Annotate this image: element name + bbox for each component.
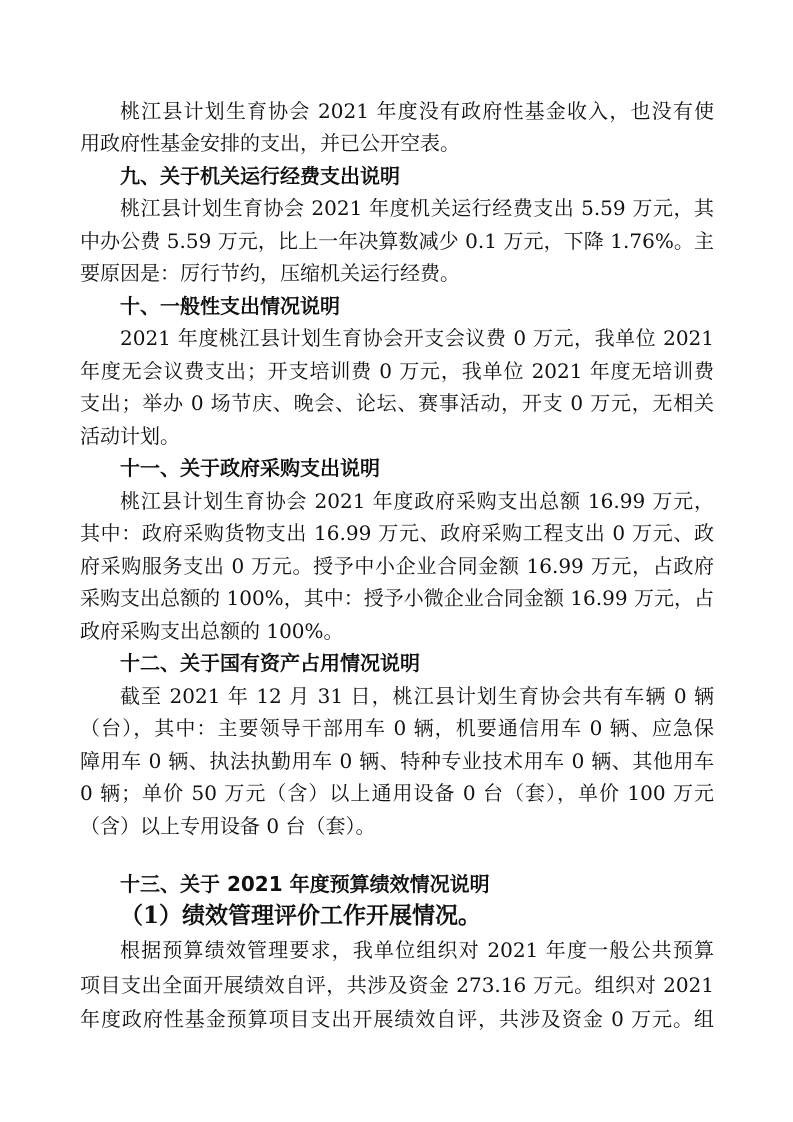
paragraph-line: 2021 年度桃江县计划生育协会开支会议费 0 万元，我单位 2021 <box>120 326 714 351</box>
paragraph-line: 府采购服务支出 0 万元。授予中小企业合同金额 16.99 万元，占政府 <box>80 553 714 578</box>
paragraph-line: 桃江县计划生育协会 2021 年度机关运行经费支出 5.59 万元，其 <box>120 196 714 221</box>
paragraph-line: （含）以上专用设备 0 台（套）。 <box>80 813 376 838</box>
paragraph-line: 桃江县计划生育协会 2021 年度政府采购支出总额 16.99 万元， <box>120 488 714 513</box>
paragraph-line: 其中：政府采购货物支出 16.99 万元、政府采购工程支出 0 万元、政 <box>80 521 714 546</box>
paragraph-line: 用政府性基金安排的支出，并已公开空表。 <box>80 131 460 156</box>
subsection-heading: （1）绩效管理评价工作开展情况。 <box>120 902 482 930</box>
paragraph-line: 支出；举办 0 场节庆、晚会、论坛、赛事活动，开支 0 万元，无相关 <box>80 391 714 416</box>
paragraph-line: 项目支出全面开展绩效自评，共涉及资金 273.16 万元。组织对 2021 <box>80 972 714 997</box>
paragraph-line: 障用车 0 辆、执法执勤用车 0 辆、特种专业技术用车 0 辆、其他用车 <box>80 748 714 773</box>
paragraph-line: （台），其中：主要领导干部用车 0 辆，机要通信用车 0 辆、应急保 <box>80 716 714 741</box>
paragraph-line: 桃江县计划生育协会 2021 年度没有政府性基金收入，也没有使 <box>120 98 714 123</box>
paragraph <box>80 933 714 1037</box>
paragraph-line: 活动计划。 <box>80 423 180 448</box>
paragraph-line: 0 辆；单价 50 万元（含）以上通用设备 0 台（套），单价 100 万元 <box>80 781 714 806</box>
section-heading: 九、关于机关运行经费支出说明 <box>120 163 400 188</box>
paragraph-line: 年度政府性基金预算项目支出开展绩效自评，共涉及资金 0 万元。组 <box>80 1007 714 1032</box>
paragraph-line: 采购支出总额的 100%，其中：授予小微企业合同金额 16.99 万元，占 <box>80 586 714 611</box>
paragraph-line: 中办公费 5.59 万元，比上一年决算数减少 0.1 万元，下降 1.76%。主 <box>80 228 714 253</box>
paragraph-line: 年度无会议费支出；开支培训费 0 万元，我单位 2021 年度无培训费 <box>80 358 714 383</box>
paragraph-line: 要原因是：厉行节约，压缩机关运行经费。 <box>80 261 460 286</box>
section-heading: 十、一般性支出情况说明 <box>120 293 340 318</box>
section-heading: 十二、关于国有资产占用情况说明 <box>120 651 420 676</box>
paragraph-line: 政府采购支出总额的 100%。 <box>80 618 344 643</box>
paragraph-line: 根据预算绩效管理要求，我单位组织对 2021 年度一般公共预算 <box>120 938 714 963</box>
document-body <box>80 95 714 1037</box>
section-heading: 十一、关于政府采购支出说明 <box>120 456 380 481</box>
paragraph-line: 截至 2021 年 12 月 31 日，桃江县计划生育协会共有车辆 0 辆 <box>120 683 714 708</box>
section-heading: 十三、关于 2021 年度预算绩效情况说明 <box>120 871 490 896</box>
